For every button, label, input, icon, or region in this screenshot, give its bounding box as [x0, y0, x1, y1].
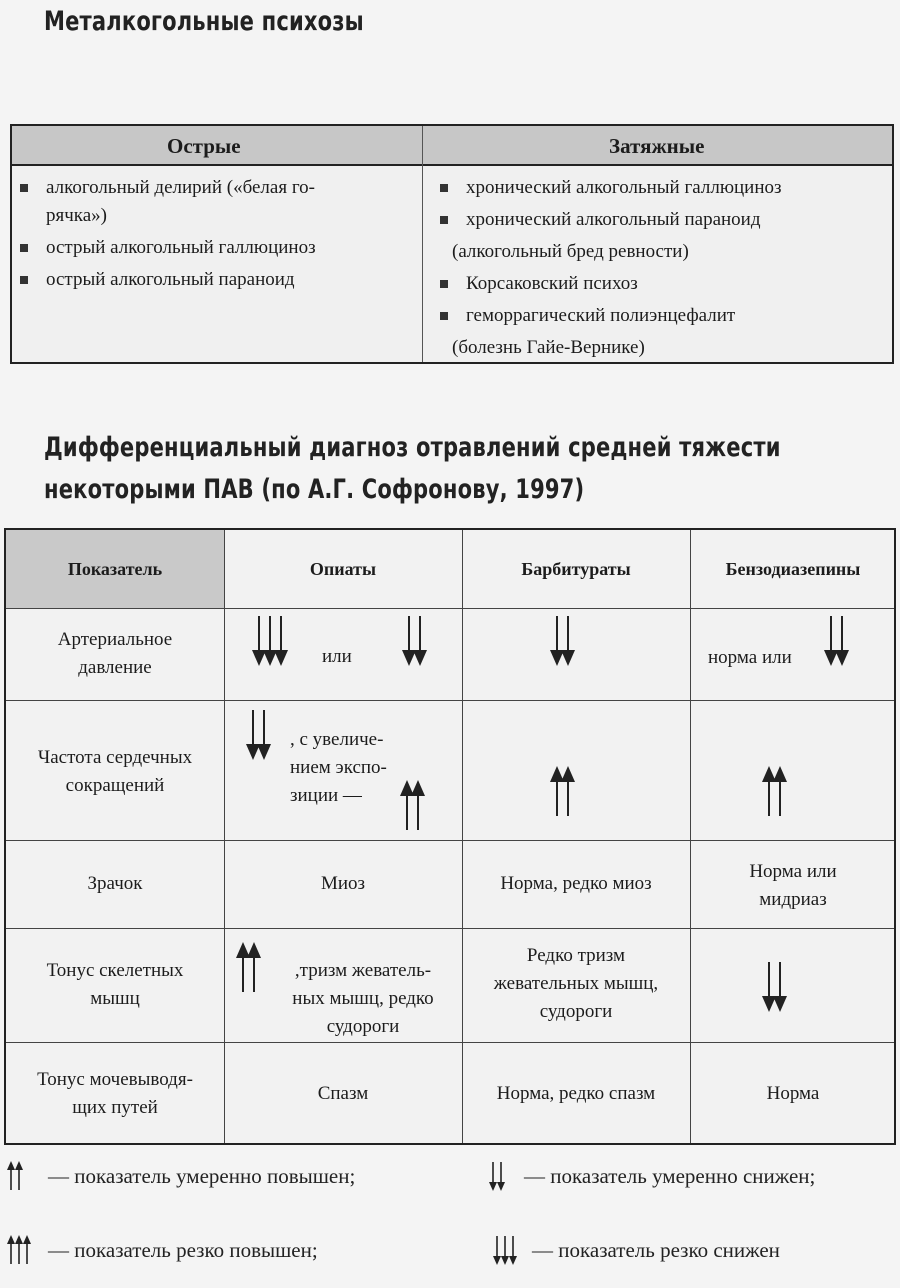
- header-barbiturates: Барбитураты: [521, 559, 631, 579]
- section-title-diagnosis-line2: некоторыми ПАВ (по А.Г. Софронову, 1997): [44, 474, 585, 505]
- row-label-blood-pressure: Артериальное давление: [57, 629, 173, 678]
- muscle-barbiturates: Редко тризм жевательных мышц, судороги: [493, 945, 659, 1022]
- list-item: хронический алкогольный параноид: [436, 204, 896, 236]
- row-label-muscle-tone: Тонус скелетных мышц: [46, 960, 184, 1009]
- arrow-down-double-icon: [242, 710, 282, 764]
- muscle-opiates: ,тризм жеватель- ных мышц, редко судороги: [292, 960, 434, 1037]
- acute-list: [16, 172, 416, 296]
- row-divider: [6, 928, 894, 929]
- list-item: Корсаковский психоз: [436, 268, 896, 300]
- row-divider: [6, 608, 894, 609]
- arrow-up-double-icon: [396, 780, 436, 834]
- list-item: алкогольный делирий («белая го-: [16, 172, 416, 204]
- psychoses-table-header: [12, 126, 892, 166]
- urinary-opiates: Спазм: [317, 1082, 369, 1104]
- arrow-down-double-icon: [486, 1160, 516, 1196]
- bullet-icon: [440, 184, 448, 192]
- bullet-icon: [20, 244, 28, 252]
- bullet-icon: [20, 184, 28, 192]
- pupil-benzo: Норма или мидриаз: [749, 861, 837, 910]
- bullet-icon: [440, 280, 448, 288]
- list-item: геморрагический полиэнцефалит: [436, 300, 896, 332]
- arrow-down-triple-icon: [490, 1234, 526, 1270]
- list-item-continuation: (алкогольный бред ревности): [452, 241, 689, 262]
- hr-opiates-text: , с увеличе- нием экспо- зиции —: [290, 729, 387, 806]
- arrow-down-double-icon: [546, 616, 586, 670]
- bp-benzo-text: норма или: [708, 647, 792, 668]
- arrow-up-double-icon: [546, 766, 586, 820]
- list-item-continuation: (болезнь Гайе-Вернике): [452, 337, 645, 358]
- pupil-opiates: Миоз: [320, 873, 366, 894]
- row-label-urinary-tone: Тонус мочевыводя- щих путей: [37, 1069, 193, 1118]
- bullet-icon: [440, 312, 448, 320]
- header-acute: Острые: [167, 134, 241, 158]
- legend-down-sharp: — показатель резко снижен: [532, 1238, 780, 1262]
- header-chronic: Затяжные: [609, 134, 705, 158]
- bullet-icon: [20, 276, 28, 284]
- legend-up-sharp: — показатель резко повышен;: [48, 1238, 318, 1262]
- arrow-down-double-icon: [758, 962, 798, 1016]
- pupil-barbiturates: Норма, редко миоз: [500, 873, 652, 894]
- arrow-up-triple-icon: [4, 1234, 40, 1270]
- section-title-diagnosis: Дифференциальный диагноз отравлений средней тяжести: [44, 432, 781, 463]
- row-divider: [6, 700, 894, 701]
- bullet-icon: [440, 216, 448, 224]
- list-item: острый алкогольный галлюциноз: [16, 232, 416, 264]
- arrow-up-double-icon: [232, 942, 272, 996]
- arrow-up-double-icon: [758, 766, 798, 820]
- header-benzodiazepines: Бензодиазепины: [725, 559, 861, 579]
- row-label-heart-rate: Частота сердечных сокращений: [37, 747, 193, 796]
- list-item: острый алкогольный параноид: [16, 264, 416, 296]
- header-opiates: Опиаты: [309, 559, 377, 579]
- chronic-list: [436, 172, 896, 364]
- urinary-barbiturates: Норма, редко спазм: [496, 1082, 656, 1104]
- psychoses-table: [10, 124, 894, 364]
- arrow-down-double-icon: [398, 616, 438, 670]
- header-indicator: Показатель: [67, 559, 163, 579]
- list-item-continuation: рячка»): [46, 205, 107, 226]
- arrow-down-double-icon: [820, 616, 860, 670]
- diagnosis-table: [4, 528, 896, 1145]
- legend-down-moderate: — показатель умеренно снижен;: [524, 1164, 816, 1188]
- row-label-pupil: Зрачок: [87, 873, 143, 894]
- section-title-psychoses: Металкогольные психозы: [44, 6, 364, 37]
- arrow-down-triple-icon: [248, 616, 302, 670]
- bp-opiates-or: или: [322, 646, 352, 667]
- legend-up-moderate: — показатель умеренно повышен;: [48, 1164, 356, 1188]
- urinary-benzo: Норма: [766, 1082, 820, 1104]
- arrow-up-double-icon: [4, 1160, 34, 1196]
- list-item: хронический алкогольный галлюциноз: [436, 172, 896, 204]
- column-divider: [422, 126, 423, 362]
